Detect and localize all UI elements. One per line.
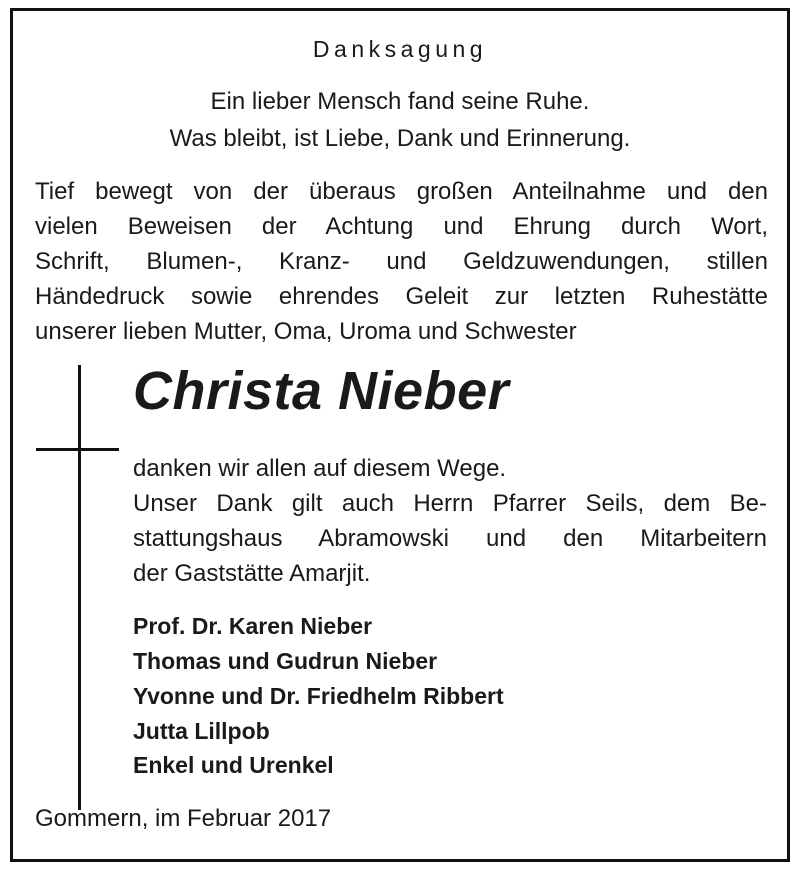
signer-name: Yvonne und Dr. Friedhelm Ribbert: [133, 683, 504, 709]
thanks-line: der Gaststätte Amarjit.: [133, 560, 371, 587]
intro-line: unserer lieben Mutter, Oma, Uroma und Schwester: [35, 318, 577, 345]
intro-line: vielen Beweisen der Achtung und Ehrung durch Wort,: [35, 213, 768, 240]
signer-name: Jutta Lillpob: [133, 718, 270, 744]
intro-line: Händedruck sowie ehrendes Geleit zur letzten Ruhestätte: [35, 283, 768, 310]
intro-line: Schrift, Blumen-, Kranz- und Geldzuwendungen, stillen: [35, 248, 768, 275]
signer-name: Prof. Dr. Karen Nieber: [133, 613, 373, 639]
cross-icon: [78, 365, 81, 810]
deceased-name: Christa Nieber: [133, 361, 510, 421]
motto-line: Ein lieber Mensch fand seine Ruhe.: [210, 88, 590, 115]
signer-name: Thomas und Gudrun Nieber: [133, 648, 438, 674]
place-date: Gommern, im Februar 2017: [35, 805, 332, 832]
cross-bar: [36, 448, 119, 451]
thanks-line: danken wir allen auf diesem Wege.: [133, 455, 507, 482]
motto-line: Was bleibt, ist Liebe, Dank und Erinnerung.: [169, 125, 631, 152]
thanks-line: stattungshaus Abramowski und den Mitarbeitern: [133, 525, 767, 552]
intro-line: Tief bewegt von der überaus großen Anteilnahme und den: [35, 178, 768, 205]
thanks-line: Unser Dank gilt auch Herrn Pfarrer Seils, dem Be-: [133, 490, 767, 517]
heading: Danksagung: [312, 36, 488, 62]
signer-name: Enkel und Urenkel: [133, 752, 334, 778]
